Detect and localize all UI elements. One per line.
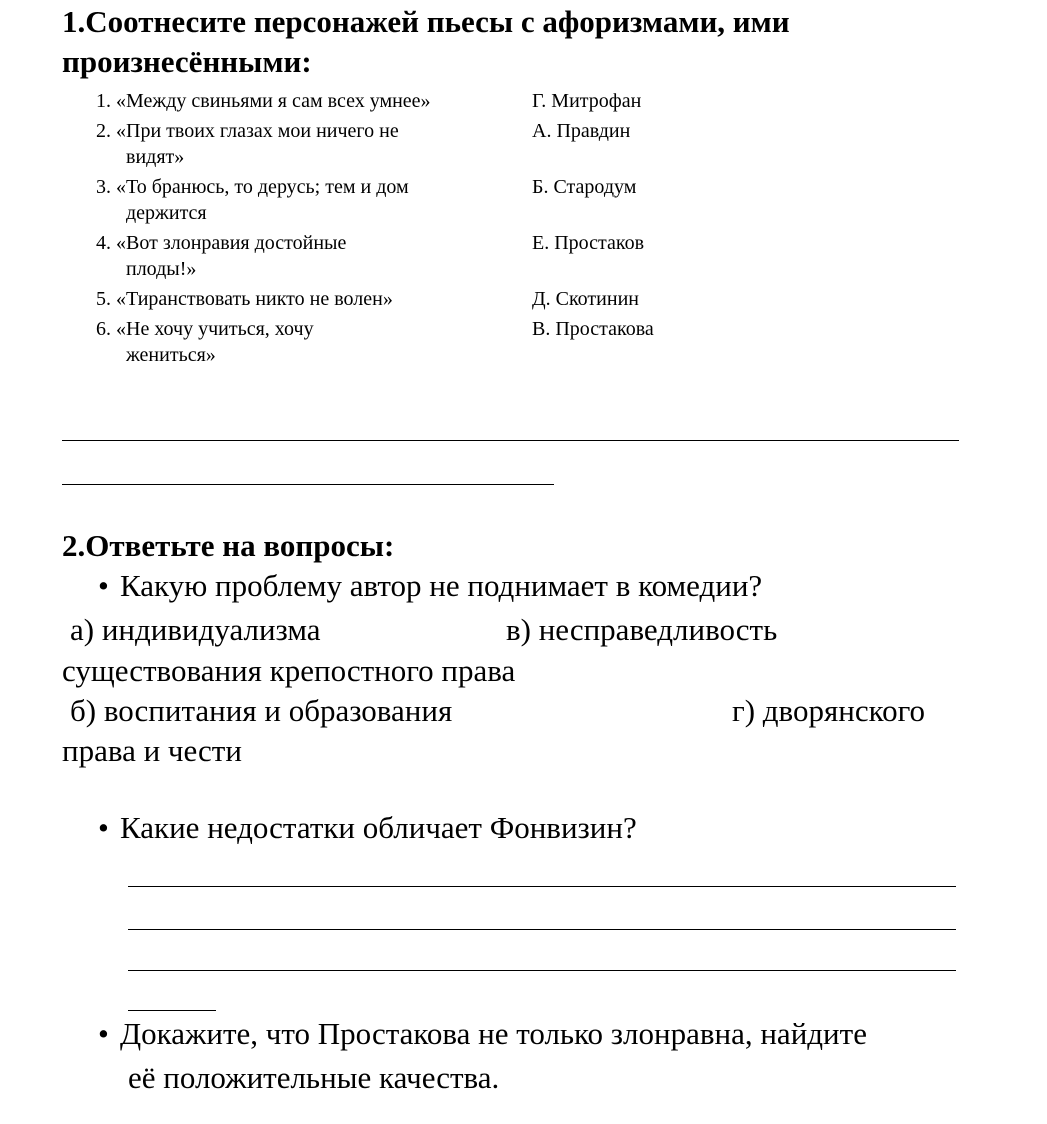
item-number: 2. bbox=[96, 120, 111, 142]
task1-title: 1.Соотнесите персонажей пьесы с афоризмами, ими произнесёнными: bbox=[62, 4, 790, 79]
quote-line-2: держится bbox=[126, 202, 207, 224]
answer-line-2[interactable] bbox=[62, 484, 554, 485]
answer-line-3[interactable] bbox=[128, 886, 956, 887]
option-g: г) дворянского bbox=[732, 693, 926, 728]
quote-line-2: видят» bbox=[126, 146, 185, 168]
question-3-line-1: Докажите, что Простакова не только злонравна, найдите bbox=[120, 1016, 867, 1051]
option-v-continued: существования крепостного права bbox=[62, 653, 516, 688]
task2-title: 2.Ответьте на вопросы: bbox=[62, 528, 395, 563]
bullet-2: • bbox=[98, 810, 109, 845]
item-number: 4. bbox=[96, 232, 111, 254]
character-name: Д. Скотинин bbox=[532, 288, 639, 310]
item-number: 5. bbox=[96, 288, 111, 310]
character-name: Е. Простаков bbox=[532, 232, 645, 254]
aphorism-quote bbox=[116, 230, 486, 282]
quote-line-1: «При твоих глазах мои ничего не bbox=[116, 120, 399, 142]
aphorism-quote bbox=[116, 88, 486, 114]
item-number: 3. bbox=[96, 176, 111, 198]
aphorism-quote bbox=[116, 118, 486, 170]
quote-line-1: «Вот злонравия достойные bbox=[116, 232, 347, 254]
answer-line-6[interactable] bbox=[128, 1010, 216, 1011]
character-name: А. Правдин bbox=[532, 120, 631, 142]
bullet-3: • bbox=[98, 1016, 109, 1051]
option-v: в) несправедливость bbox=[506, 612, 778, 647]
question-2: Какие недостатки обличает Фонвизин? bbox=[120, 810, 637, 845]
aphorism-quote bbox=[116, 316, 486, 368]
quote-line-1: «То бранюсь, то дерусь; тем и дом bbox=[116, 176, 409, 198]
aphorism-quote bbox=[116, 286, 486, 312]
quote-line-2: плоды!» bbox=[126, 258, 197, 280]
character-name: Г. Митрофан bbox=[532, 90, 642, 112]
option-a: а) индивидуализма bbox=[70, 612, 321, 647]
quote-line-1: «Между свиньями я сам всех умнее» bbox=[116, 90, 431, 112]
character-name: Б. Стародум bbox=[532, 176, 637, 198]
answer-line-5[interactable] bbox=[128, 970, 956, 971]
option-b: б) воспитания и образования bbox=[70, 693, 453, 728]
aphorism-quote bbox=[116, 174, 486, 226]
character-name: В. Простакова bbox=[532, 318, 654, 340]
bullet-1: • bbox=[98, 568, 109, 603]
question-3-line-2: её положительные качества. bbox=[128, 1060, 500, 1095]
answer-line-1[interactable] bbox=[62, 440, 959, 441]
option-g-continued: права и чести bbox=[62, 733, 242, 768]
item-number: 6. bbox=[96, 318, 111, 340]
quote-line-2: жениться» bbox=[126, 344, 216, 366]
item-number: 1. bbox=[96, 90, 111, 112]
answer-line-4[interactable] bbox=[128, 929, 956, 930]
quote-line-1: «Тиранствовать никто не волен» bbox=[116, 288, 393, 310]
quote-line-1: «Не хочу учиться, хочу bbox=[116, 318, 314, 340]
question-1: Какую проблему автор не поднимает в комедии? bbox=[120, 568, 763, 603]
